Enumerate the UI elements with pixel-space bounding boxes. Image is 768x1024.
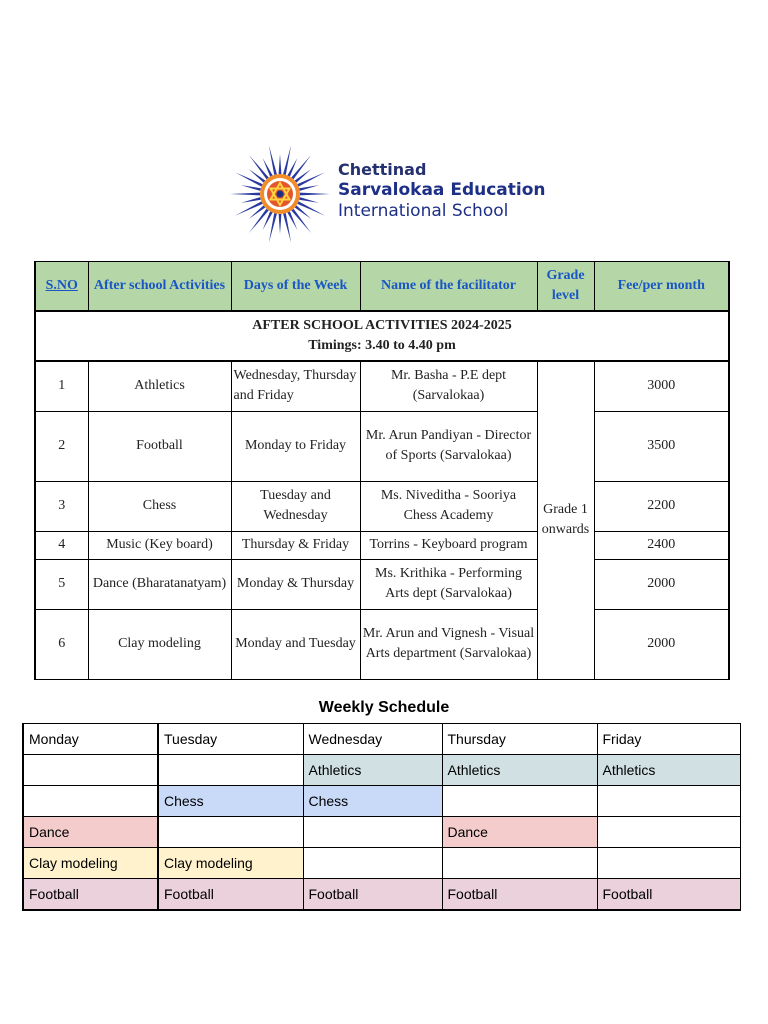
school-logo: [228, 138, 548, 250]
schedule-cell: [597, 786, 740, 817]
row-activity: Athletics: [88, 361, 231, 411]
schedule-cell: Chess: [158, 786, 303, 817]
schedule-cell: [23, 755, 158, 786]
activities-title: AFTER SCHOOL ACTIVITIES 2024-2025: [252, 318, 512, 333]
table-row: [35, 609, 729, 679]
row-fee: 2000: [594, 609, 729, 679]
schedule-cell: Athletics: [442, 755, 597, 786]
schedule-cell: Athletics: [303, 755, 442, 786]
header-activity: After school Activities: [88, 262, 231, 312]
row-sno: 2: [35, 411, 88, 481]
row-activity: Clay modeling: [88, 609, 231, 679]
schedule-cell: Football: [442, 879, 597, 911]
row-days: Monday & Thursday: [231, 559, 360, 609]
day-header: Monday: [23, 724, 158, 755]
schedule-cell: Football: [597, 879, 740, 911]
schedule-cell: [158, 817, 303, 848]
schedule-cell: [303, 817, 442, 848]
sun-emblem-icon: [228, 142, 332, 246]
schedule-cell: [442, 848, 597, 879]
day-header: Thursday: [442, 724, 597, 755]
day-header: Friday: [597, 724, 740, 755]
weekly-schedule-title: Weekly Schedule: [318, 699, 450, 716]
schedule-cell: Football: [23, 879, 158, 911]
day-header: Tuesday: [158, 724, 303, 755]
row-sno: 5: [35, 559, 88, 609]
row-facilitator: Mr. Arun Pandiyan - Director of Sports (Sarvalokaa): [360, 411, 537, 481]
schedule-cell: [23, 786, 158, 817]
row-facilitator: Mr. Arun and Vignesh - Visual Arts department (Sarvalokaa): [360, 609, 537, 679]
grade-level-cell: Grade 1 onwards: [537, 361, 594, 679]
logo-line-3: International School: [338, 201, 509, 221]
row-fee: 3000: [594, 361, 729, 411]
header-sno: S.NO: [35, 262, 88, 312]
header-facilitator: Name of the facilitator: [360, 262, 537, 312]
row-days: Monday to Friday: [231, 411, 360, 481]
row-sno: 1: [35, 361, 88, 411]
header-grade: Grade level: [537, 262, 594, 312]
activities-title-cell: [35, 311, 729, 361]
row-facilitator: Torrins - Keyboard program: [360, 531, 537, 559]
schedule-row: [23, 848, 740, 879]
row-days: Tuesday and Wednesday: [231, 481, 360, 531]
header-days: Days of the Week: [231, 262, 360, 312]
schedule-row: [23, 817, 740, 848]
schedule-cell: Football: [303, 879, 442, 911]
table-row: [35, 411, 729, 481]
logo-line-1: Chettinad: [338, 160, 427, 179]
row-sno: 4: [35, 531, 88, 559]
schedule-cell: [597, 848, 740, 879]
logo-line-2: Sarvalokaa Education: [338, 180, 546, 200]
row-activity: Music (Key board): [88, 531, 231, 559]
row-fee: 2000: [594, 559, 729, 609]
day-header: Wednesday: [303, 724, 442, 755]
row-sno: 3: [35, 481, 88, 531]
row-fee: 2200: [594, 481, 729, 531]
row-fee: 3500: [594, 411, 729, 481]
header-fee: Fee/per month: [594, 262, 729, 312]
schedule-cell: Dance: [23, 817, 158, 848]
activities-header-row: [35, 262, 729, 312]
schedule-cell: [597, 817, 740, 848]
schedule-row: [23, 786, 740, 817]
schedule-cell: Dance: [442, 817, 597, 848]
row-facilitator: Ms. Niveditha - Sooriya Chess Academy: [360, 481, 537, 531]
schedule-row: [23, 879, 740, 911]
schedule-cell: Football: [158, 879, 303, 911]
row-activity: Dance (Bharatanatyam): [88, 559, 231, 609]
weekly-header-row: [23, 724, 740, 755]
row-days: Wednesday, Thursday and Friday: [231, 361, 360, 411]
table-row: [35, 559, 729, 609]
schedule-cell: [442, 786, 597, 817]
table-row: [35, 481, 729, 531]
row-days: Monday and Tuesday: [231, 609, 360, 679]
schedule-row: [23, 755, 740, 786]
row-facilitator: Mr. Basha - P.E dept (Sarvalokaa): [360, 361, 537, 411]
schedule-cell: Clay modeling: [23, 848, 158, 879]
activities-table: [34, 261, 730, 680]
activities-timings: Timings: 3.40 to 4.40 pm: [308, 338, 456, 353]
schedule-cell: Athletics: [597, 755, 740, 786]
table-row: [35, 361, 729, 411]
table-row: [35, 531, 729, 559]
schedule-cell: Clay modeling: [158, 848, 303, 879]
schedule-cell: [303, 848, 442, 879]
row-sno: 6: [35, 609, 88, 679]
schedule-cell: Chess: [303, 786, 442, 817]
schedule-cell: [158, 755, 303, 786]
row-days: Thursday & Friday: [231, 531, 360, 559]
weekly-schedule-table: [22, 723, 741, 911]
row-facilitator: Ms. Krithika - Performing Arts dept (Sarvalokaa): [360, 559, 537, 609]
row-activity: Football: [88, 411, 231, 481]
row-activity: Chess: [88, 481, 231, 531]
row-fee: 2400: [594, 531, 729, 559]
